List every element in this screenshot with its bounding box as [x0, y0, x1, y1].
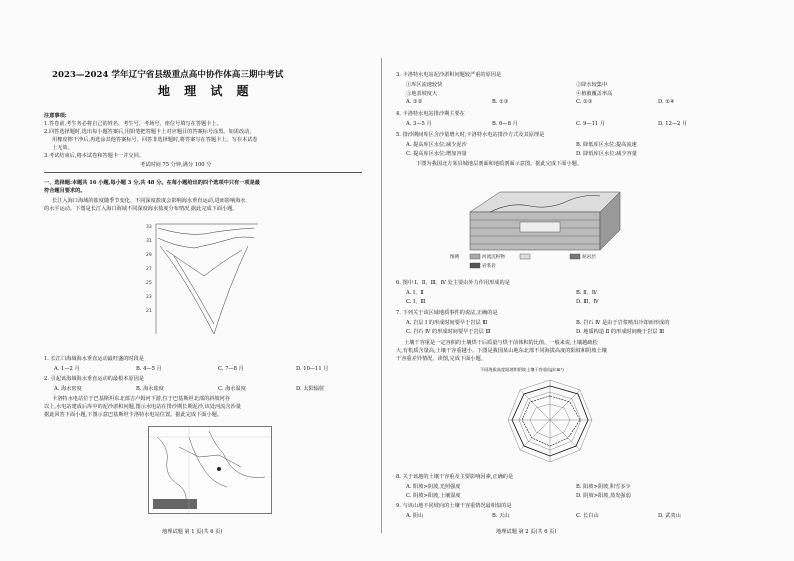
q7-option-a[interactable]: A. 岩层 Ⅰ 的形成时间要早于岩层 Ⅲ [406, 320, 488, 326]
notice-item: 1.答卷前,考生务必将自己的姓名、考生号、考场号、座位号填写在答题卡上。 [44, 121, 222, 127]
axis-tick: 27 [146, 267, 152, 272]
q5-option-a[interactable]: A. 提高库区水位;减少泥沙 [406, 142, 467, 148]
q9-option-c[interactable]: C. 长白山 [576, 513, 599, 519]
q3-option-a[interactable]: A. ①② [406, 99, 423, 105]
q6-option-d[interactable]: D. Ⅲ、Ⅳ [576, 299, 599, 305]
q2-option-d[interactable]: D. 太阳辐射 [296, 386, 325, 392]
intro3: 下图为我国北方某县城地层剖面和地质剖面示意图。据此完成下面小题。 [416, 161, 583, 167]
q2-option-b[interactable]: B. 海水盐度 [136, 386, 164, 392]
legend-item: 河流沉积物 [482, 255, 505, 260]
footer-right: 地理试题 第 2 页(共 6 页) [496, 529, 557, 535]
section-divider [44, 172, 362, 173]
q9-option-a[interactable]: A. 阴山 [406, 513, 424, 519]
notice-heading: 注意事项: [44, 113, 67, 119]
q7-stem: 7. 下列关于该区域地质事件的说法,正确的是 [396, 310, 498, 316]
intro-line: 的水平运动。下图是长江入海口海域不同深度海水盐度分布情况,据此完成下面小题。 [44, 206, 238, 212]
intro2-line: 卡洛特水电站位于巴基斯坦东北部吉卢姆河下游,位于巴基斯坦北部的斜坡河谷 [52, 396, 231, 402]
axis-tick: 29 [146, 253, 152, 258]
q3-item-2: ②降水较集中 [576, 82, 608, 88]
axis-tick: 23 [146, 295, 152, 300]
q2-option-a[interactable]: A. 海水密度 [54, 386, 82, 392]
q5-option-d[interactable]: D. 降低库区水位;减少容量 [576, 151, 637, 157]
q4-option-d[interactable]: D. 12—2 月 [658, 121, 688, 127]
q1-option-d[interactable]: D. 10—11 月 [296, 366, 329, 372]
q6-option-c[interactable]: C. Ⅰ、Ⅲ [406, 299, 426, 305]
radar-title: 不同海拔高度阳坡和阴坡土壤干容重/(g/cm³) [480, 367, 564, 372]
axis-tick: 33 [146, 225, 152, 230]
q5-stem: 5. 排沙期间库区含沙量增大时,卡洛特水电站排沙方式及其原理是 [396, 132, 545, 138]
q9-stem: 9. 与该山地不同坡向的土壤干容重情况最相似的是 [396, 503, 512, 509]
axis-tick: 21 [146, 309, 152, 314]
legend-swatch [470, 263, 480, 268]
q2-option-c[interactable]: C. 海水温度 [218, 386, 246, 392]
q3-option-d[interactable]: D. ②④ [658, 99, 675, 105]
exam-title: 2023—2024 学年辽宁省县级重点高中协作体高三期中考试 [52, 70, 284, 80]
legend-item: 泥岩层 [582, 255, 596, 260]
q1-stem: 1. 长江口海域海水垂直运动最旺盛的时段是 [44, 356, 144, 362]
page-2 [396, 22, 756, 553]
q4-stem: 4. 卡洛特水电站排沙期主要在 [396, 111, 465, 117]
q7-option-b[interactable]: B. 岩石 Ⅳ 是由于岩浆喷出冷却而形成的 [576, 320, 670, 326]
q3-option-c[interactable]: C. ②③ [576, 99, 593, 105]
q3-stem: 3. 卡洛特水电站泥沙淤积问题较严重的原因是 [396, 72, 502, 78]
notice-item: 2.回答选择题时,选出每小题答案后,用铅笔把答题卡上对应题目的答案标号涂黑。如需改动, [44, 129, 252, 135]
legend-swatch [470, 254, 480, 259]
intro2-line: 据此回答下面小题,下图示意巴基斯坦卡洛特水电站位置。据此完成下面小题。 [44, 412, 223, 418]
legend-title: 图例 [450, 255, 460, 260]
q5-option-c[interactable]: C. 提高库区水位;增加容量 [406, 151, 467, 157]
q7-option-c[interactable]: C. 岩石 Ⅳ 的形成时间要早于岩层 Ⅲ [406, 329, 491, 335]
q6-option-a[interactable]: A. Ⅰ、Ⅱ [406, 290, 424, 296]
q9-option-b[interactable]: B. 天山 [492, 513, 510, 519]
q8-option-d[interactable]: D. 阴坡>阳坡,蒸发强弱 [576, 493, 631, 499]
q7-option-d[interactable]: D. 地质构造 Ⅱ 的形成时间晚于岩层 Ⅲ [576, 329, 665, 335]
notice-item: 3.考试结束后,将本试卷和答题卡一并交回。 [44, 153, 144, 159]
intro4-line: 大,有机质含量高,土壤干容重越小。下图是我国某山地东北部不同海拔高度的阳坡和阴坡土壤 [396, 348, 607, 354]
map-lake [153, 499, 197, 509]
notice-item: 上无效。 [52, 145, 73, 151]
q6-option-b[interactable]: B. Ⅱ、Ⅳ [576, 290, 598, 296]
section-heading: 一、选择题:本题共 16 小题,每小题 3 分,共 48 分。在每小题给出的四个选项中只有一项是最 [44, 180, 260, 186]
section-heading-cont: 符合题目要求的。 [44, 188, 86, 194]
exam-subject: 地 理 试 题 [158, 84, 254, 98]
q3-option-b[interactable]: B. ①③ [492, 99, 509, 105]
salinity-figure [144, 216, 262, 344]
legend-item: 岩浆岩 [482, 264, 496, 269]
intro4-line: 土壤干容重是一定容积的土壤烘干后质量与烘干前体积的比值。一般来说,土壤越疏松 [404, 340, 598, 346]
exam-time: 考试时间 75 分钟,满分 100 分 [140, 162, 212, 168]
q3-item-1: ①库区流速较快 [406, 82, 443, 88]
q5-option-b[interactable]: B. 降低库区水位;提高流速 [576, 142, 637, 148]
soil-bulk-density-radar [488, 374, 612, 470]
legend-swatch [570, 254, 580, 259]
q8-option-c[interactable]: C. 阴坡>阳坡,土壤湿度 [406, 493, 461, 499]
q4-option-c[interactable]: C. 9—11 月 [576, 121, 606, 127]
q1-option-a[interactable]: A. 1—2 月 [54, 366, 80, 372]
intro-line: 长江入海口海域的盐度随季节变化。不同深度盐度会影响海水垂直运动,进而影响海水 [52, 198, 246, 204]
page-1 [44, 22, 364, 553]
intro2-line: 以上,水电站建成后库中的泥沙淤积问题,图示水电站在排沙期长期泥沙,该处河流含沙量 [44, 404, 241, 410]
q3-item-3: ③地表坡度大 [406, 91, 438, 97]
q6-stem: 6. 图中 Ⅰ、Ⅱ、Ⅲ、Ⅳ 处主要由外力作用形成的是 [396, 280, 510, 286]
q4-option-b[interactable]: B. 6—8 月 [492, 121, 518, 127]
notice-item: 用橡皮擦干净后,再选涂其他答案标号。回答非选择题时,将答案写在答题卡上。写在本试卷 [52, 137, 258, 143]
q2-stem: 2. 引起该海域海水垂直运动的最根本原因是 [44, 376, 144, 382]
legend-swatch [520, 254, 530, 259]
intro4-line: 干容重差异情况。读图,完成下面小题。 [396, 356, 486, 362]
axis-tick: 25 [146, 281, 152, 286]
q1-option-c[interactable]: C. 7—8 月 [218, 366, 244, 372]
page-divider [381, 58, 382, 533]
footer-left: 地理试题 第 1 页(共 6 页) [162, 529, 223, 535]
axis-tick: 31 [146, 239, 152, 244]
q8-option-b[interactable]: B. 阳坡>阴坡,积雪多少 [576, 484, 631, 490]
q4-option-a[interactable]: A. 3—5 月 [406, 121, 432, 127]
dam-marker [217, 467, 221, 471]
q8-stem: 8. 关于该地的土壤干容重及主要影响因素,正确的是 [396, 474, 514, 480]
q1-option-b[interactable]: B. 4—5 月 [136, 366, 162, 372]
q9-option-d[interactable]: D. 武夷山 [658, 513, 681, 519]
q3-item-4: ④植被覆盖率高 [576, 91, 613, 97]
q8-option-a[interactable]: A. 阳坡>阴坡,光照强度 [406, 484, 461, 490]
dam-location-map [148, 426, 272, 514]
